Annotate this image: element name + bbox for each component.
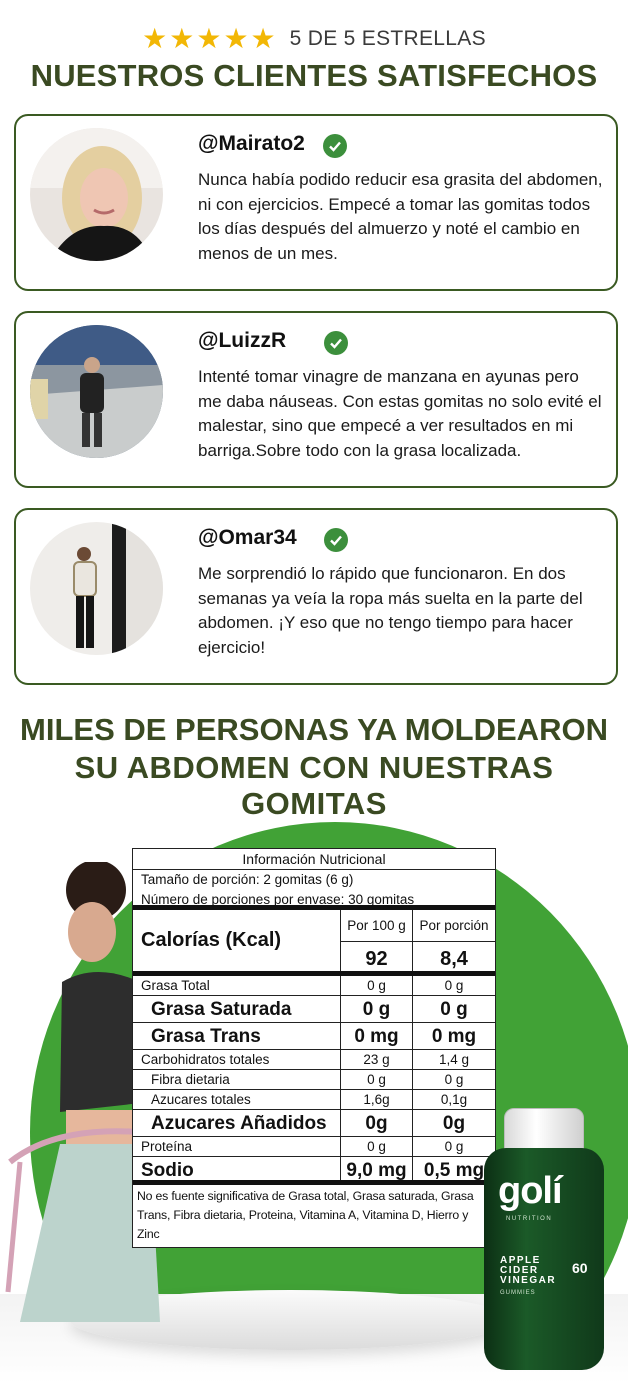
avatar (30, 325, 163, 458)
nutrient-label: Sodio (133, 1157, 341, 1180)
star-icon: ★ (169, 22, 195, 55)
nutrient-label: Grasa Total (133, 976, 341, 995)
nutrient-row (133, 976, 495, 996)
product-name-line: CIDER (500, 1265, 539, 1276)
nutrient-value-100g: 0 mg (341, 1023, 413, 1049)
section-title-bold: MILES DE PERSONAS YA MOLDEARON (20, 712, 608, 747)
serving-size: Tamaño de porción: 2 gomitas (6 g) (141, 872, 354, 887)
nutrient-value-portion: 0 g (440, 999, 468, 1020)
calories-row (133, 910, 495, 976)
nutrient-value-portion: 0 mg (431, 1026, 477, 1047)
testimonial-card (14, 508, 618, 685)
nutrient-value-portion: 0 g (444, 978, 464, 993)
verified-check-icon (323, 134, 347, 158)
product-name-line: VINEGAR (500, 1275, 557, 1286)
calories-100g: 92 (365, 948, 388, 970)
gummy-count: 60 (572, 1260, 588, 1276)
user-handle: @Omar34 (198, 526, 297, 549)
nutrient-value-100g: 1,6g (341, 1090, 413, 1109)
avatar (30, 522, 163, 655)
verified-check-icon (324, 528, 348, 552)
nutrient-row (133, 1090, 495, 1110)
product-name-line: APPLE (500, 1255, 541, 1266)
nutrient-label: Azucares Añadidos (133, 1110, 341, 1136)
review-text: Nunca había podido reducir esa grasita del abdomen, ni con ejercicios. Empecé a tomar las gomitas todos los días después del almuerzo y noté el cambio en menos de un mes. (198, 170, 603, 263)
testimonial-card (14, 311, 618, 488)
star-icon: ★ (196, 22, 222, 55)
nutrient-value-100g: 0g (341, 1110, 413, 1136)
nutrient-label: Grasa Trans (133, 1023, 341, 1049)
nutrient-value-portion: 1,4 g (438, 1052, 470, 1067)
nutrient-row (133, 1050, 495, 1070)
nutrient-label: Azucares totales (133, 1090, 341, 1109)
nutrient-label: Grasa Saturada (133, 996, 341, 1022)
nutrient-row (133, 1110, 495, 1137)
nutrient-value-portion: 0,5 mg (423, 1160, 485, 1181)
nutrient-row (133, 1070, 495, 1090)
col-per-portion: Por porción (413, 910, 495, 942)
star-icon: ★ (223, 22, 249, 55)
rating-text: 5 DE 5 ESTRELLAS (289, 27, 486, 50)
nutrition-title: Información Nutricional (133, 849, 495, 870)
nutrient-value-portion: 0 g (444, 1139, 464, 1154)
nutrient-row (133, 996, 495, 1023)
brand-sub: NUTRITION (506, 1216, 553, 1222)
avatar (30, 128, 163, 261)
nutrition-facts-table (132, 848, 496, 1248)
review-text: Intenté tomar vinagre de manzana en ayunas pero me daba náuseas. Con estas gomitas no solo evité el malestar, sino que empecé a ver resultados en mi barriga.Sobre todo con la grasa localizada. (198, 367, 602, 460)
nutrition-footnote: No es fuente significativa de Grasa total, Grasa saturada, Grasa Trans, Fibra dietaria, Proteina, Vitamina A, Vitamina D, Hierro y Zinc (137, 1189, 474, 1241)
nutrient-value-portion: 0 g (444, 1072, 464, 1087)
star-rating (142, 22, 276, 55)
star-icon: ★ (142, 22, 168, 55)
star-icon: ★ (250, 22, 276, 55)
calories-portion: 8,4 (440, 948, 468, 970)
nutrient-row (133, 1023, 495, 1050)
verified-check-icon (324, 331, 348, 355)
testimonial-card (14, 114, 618, 291)
nutrient-value-100g: 0 g (341, 1070, 413, 1089)
rating-bar (0, 24, 628, 54)
product-bottle (484, 1108, 604, 1370)
nutrient-value-100g: 0 g (341, 976, 413, 995)
nutrient-row (133, 1137, 495, 1157)
nutrient-label: Carbohidratos totales (133, 1050, 341, 1069)
brand-logo: golí (498, 1170, 562, 1212)
nutrient-value-100g: 9,0 mg (341, 1157, 413, 1180)
nutrient-value-portion: 0,1g (440, 1092, 468, 1107)
nutrient-value-100g: 23 g (341, 1050, 413, 1069)
nutrient-label: Proteína (133, 1137, 341, 1156)
nutrient-value-100g: 0 g (341, 996, 413, 1022)
product-name (500, 1256, 556, 1286)
review-text: Me sorprendió lo rápido que funcionaron. En dos semanas ya veía la ropa más suelta en la parte del abdomen. ¡Y eso que no tengo tiempo para hacer ejercicio! (198, 564, 583, 657)
product-scene (0, 812, 628, 1384)
col-per-100g: Por 100 g (341, 910, 412, 942)
section-title-clients: NUESTROS CLIENTES SATISFECHOS (30, 58, 598, 93)
user-handle: @LuizzR (198, 329, 287, 352)
section-title-light: SU ABDOMEN CON NUESTRAS GOMITAS (74, 750, 554, 821)
product-sub: GUMMIES (500, 1290, 536, 1296)
nutrient-value-portion: 0g (442, 1113, 466, 1134)
nutrient-row (133, 1157, 495, 1185)
user-handle: @Mairato2 (198, 132, 305, 155)
nutrient-value-100g: 0 g (341, 1137, 413, 1156)
calories-label: Calorías (Kcal) (133, 910, 341, 971)
nutrient-label: Fibra dietaria (133, 1070, 341, 1089)
servings-per-container: Número de porciones por envase: 30 gomitas (133, 890, 495, 910)
